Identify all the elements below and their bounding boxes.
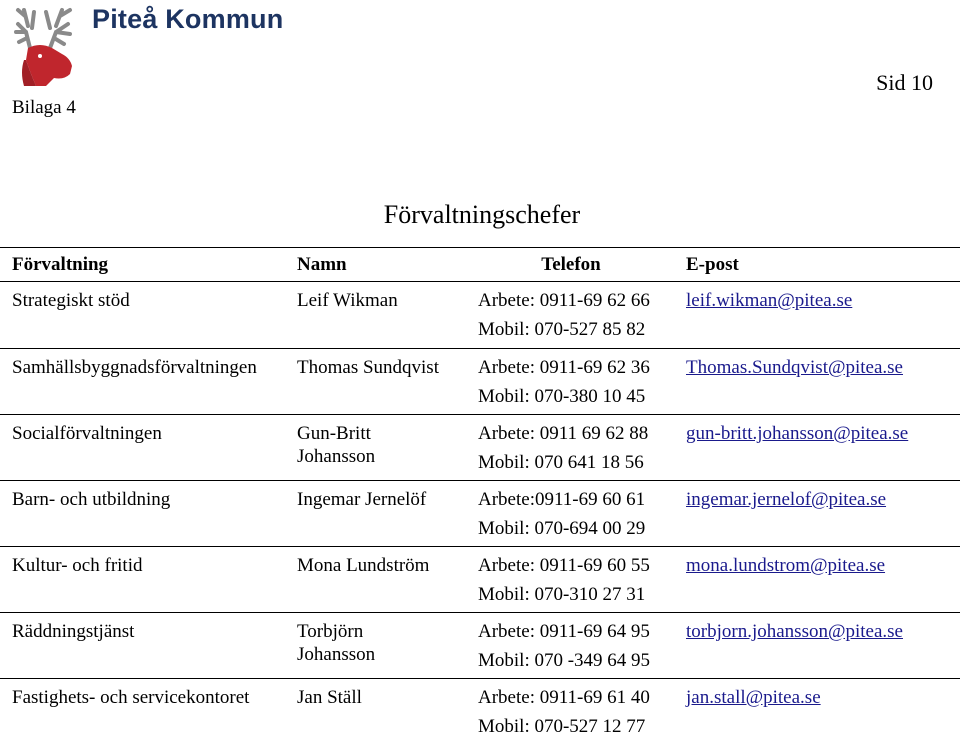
name-cell: Torbjörn [297, 621, 364, 642]
department-cell: Fastighets- och servicekontoret [12, 687, 250, 708]
annex-label: Bilaga 4 [12, 97, 76, 118]
divider [0, 281, 960, 282]
column-header-department: Förvaltning [12, 254, 109, 275]
department-cell: Kultur- och fritid [12, 555, 143, 576]
mobile-phone: Mobil: 070-694 00 29 [478, 518, 646, 539]
name-cell: Mona Lundström [297, 555, 430, 576]
name-cell: Thomas Sundqvist [297, 357, 439, 378]
mobile-phone: Mobil: 070-380 10 45 [478, 386, 646, 407]
reindeer-crest-icon [10, 2, 82, 92]
mobile-phone: Mobil: 070 -349 64 95 [478, 650, 651, 671]
work-phone: Arbete: 0911-69 64 95 [478, 621, 650, 642]
divider [0, 612, 960, 613]
email-link[interactable]: gun-britt.johansson@pitea.se [686, 423, 909, 444]
work-phone: Arbete: 0911-69 62 66 [478, 290, 650, 311]
mobile-phone: Mobil: 070 641 18 56 [478, 452, 644, 473]
mobile-phone: Mobil: 070-527 85 82 [478, 319, 646, 340]
column-header-phone: Telefon [541, 254, 601, 275]
divider [0, 247, 960, 248]
divider [0, 348, 960, 349]
brand-name: Piteå Kommun [92, 4, 284, 34]
work-phone: Arbete: 0911 69 62 88 [478, 423, 649, 444]
email-link[interactable]: jan.stall@pitea.se [686, 687, 821, 708]
department-cell: Socialförvaltningen [12, 423, 162, 444]
department-cell: Samhällsbyggnadsförvaltningen [12, 357, 257, 378]
column-header-email: E-post [686, 254, 739, 275]
divider [0, 414, 960, 415]
work-phone: Arbete:0911-69 60 61 [478, 489, 646, 510]
work-phone: Arbete: 0911-69 60 55 [478, 555, 650, 576]
department-cell: Strategiskt stöd [12, 290, 130, 311]
divider [0, 480, 960, 481]
divider [0, 546, 960, 547]
name-cell: Johansson [297, 446, 376, 467]
department-cell: Barn- och utbildning [12, 489, 171, 510]
page-title: Förvaltningschefer [383, 200, 581, 229]
divider [0, 678, 960, 679]
email-link[interactable]: torbjorn.johansson@pitea.se [686, 621, 903, 642]
work-phone: Arbete: 0911-69 61 40 [478, 687, 650, 708]
email-link[interactable]: leif.wikman@pitea.se [686, 290, 853, 311]
column-header-name: Namn [297, 254, 347, 275]
name-cell: Gun-Britt [297, 423, 371, 444]
name-cell: Leif Wikman [297, 290, 398, 311]
work-phone: Arbete: 0911-69 62 36 [478, 357, 650, 378]
email-link[interactable]: mona.lundstrom@pitea.se [686, 555, 886, 576]
name-cell: Ingemar Jernelöf [297, 489, 427, 510]
mobile-phone: Mobil: 070-527 12 77 [478, 716, 646, 737]
department-cell: Räddningstjänst [12, 621, 135, 642]
name-cell: Johansson [297, 644, 376, 665]
name-cell: Jan Ställ [297, 687, 362, 708]
mobile-phone: Mobil: 070-310 27 31 [478, 584, 646, 605]
email-link[interactable]: Thomas.Sundqvist@pitea.se [686, 357, 903, 378]
page-number: Sid 10 [876, 70, 933, 95]
email-link[interactable]: ingemar.jernelof@pitea.se [686, 489, 887, 510]
